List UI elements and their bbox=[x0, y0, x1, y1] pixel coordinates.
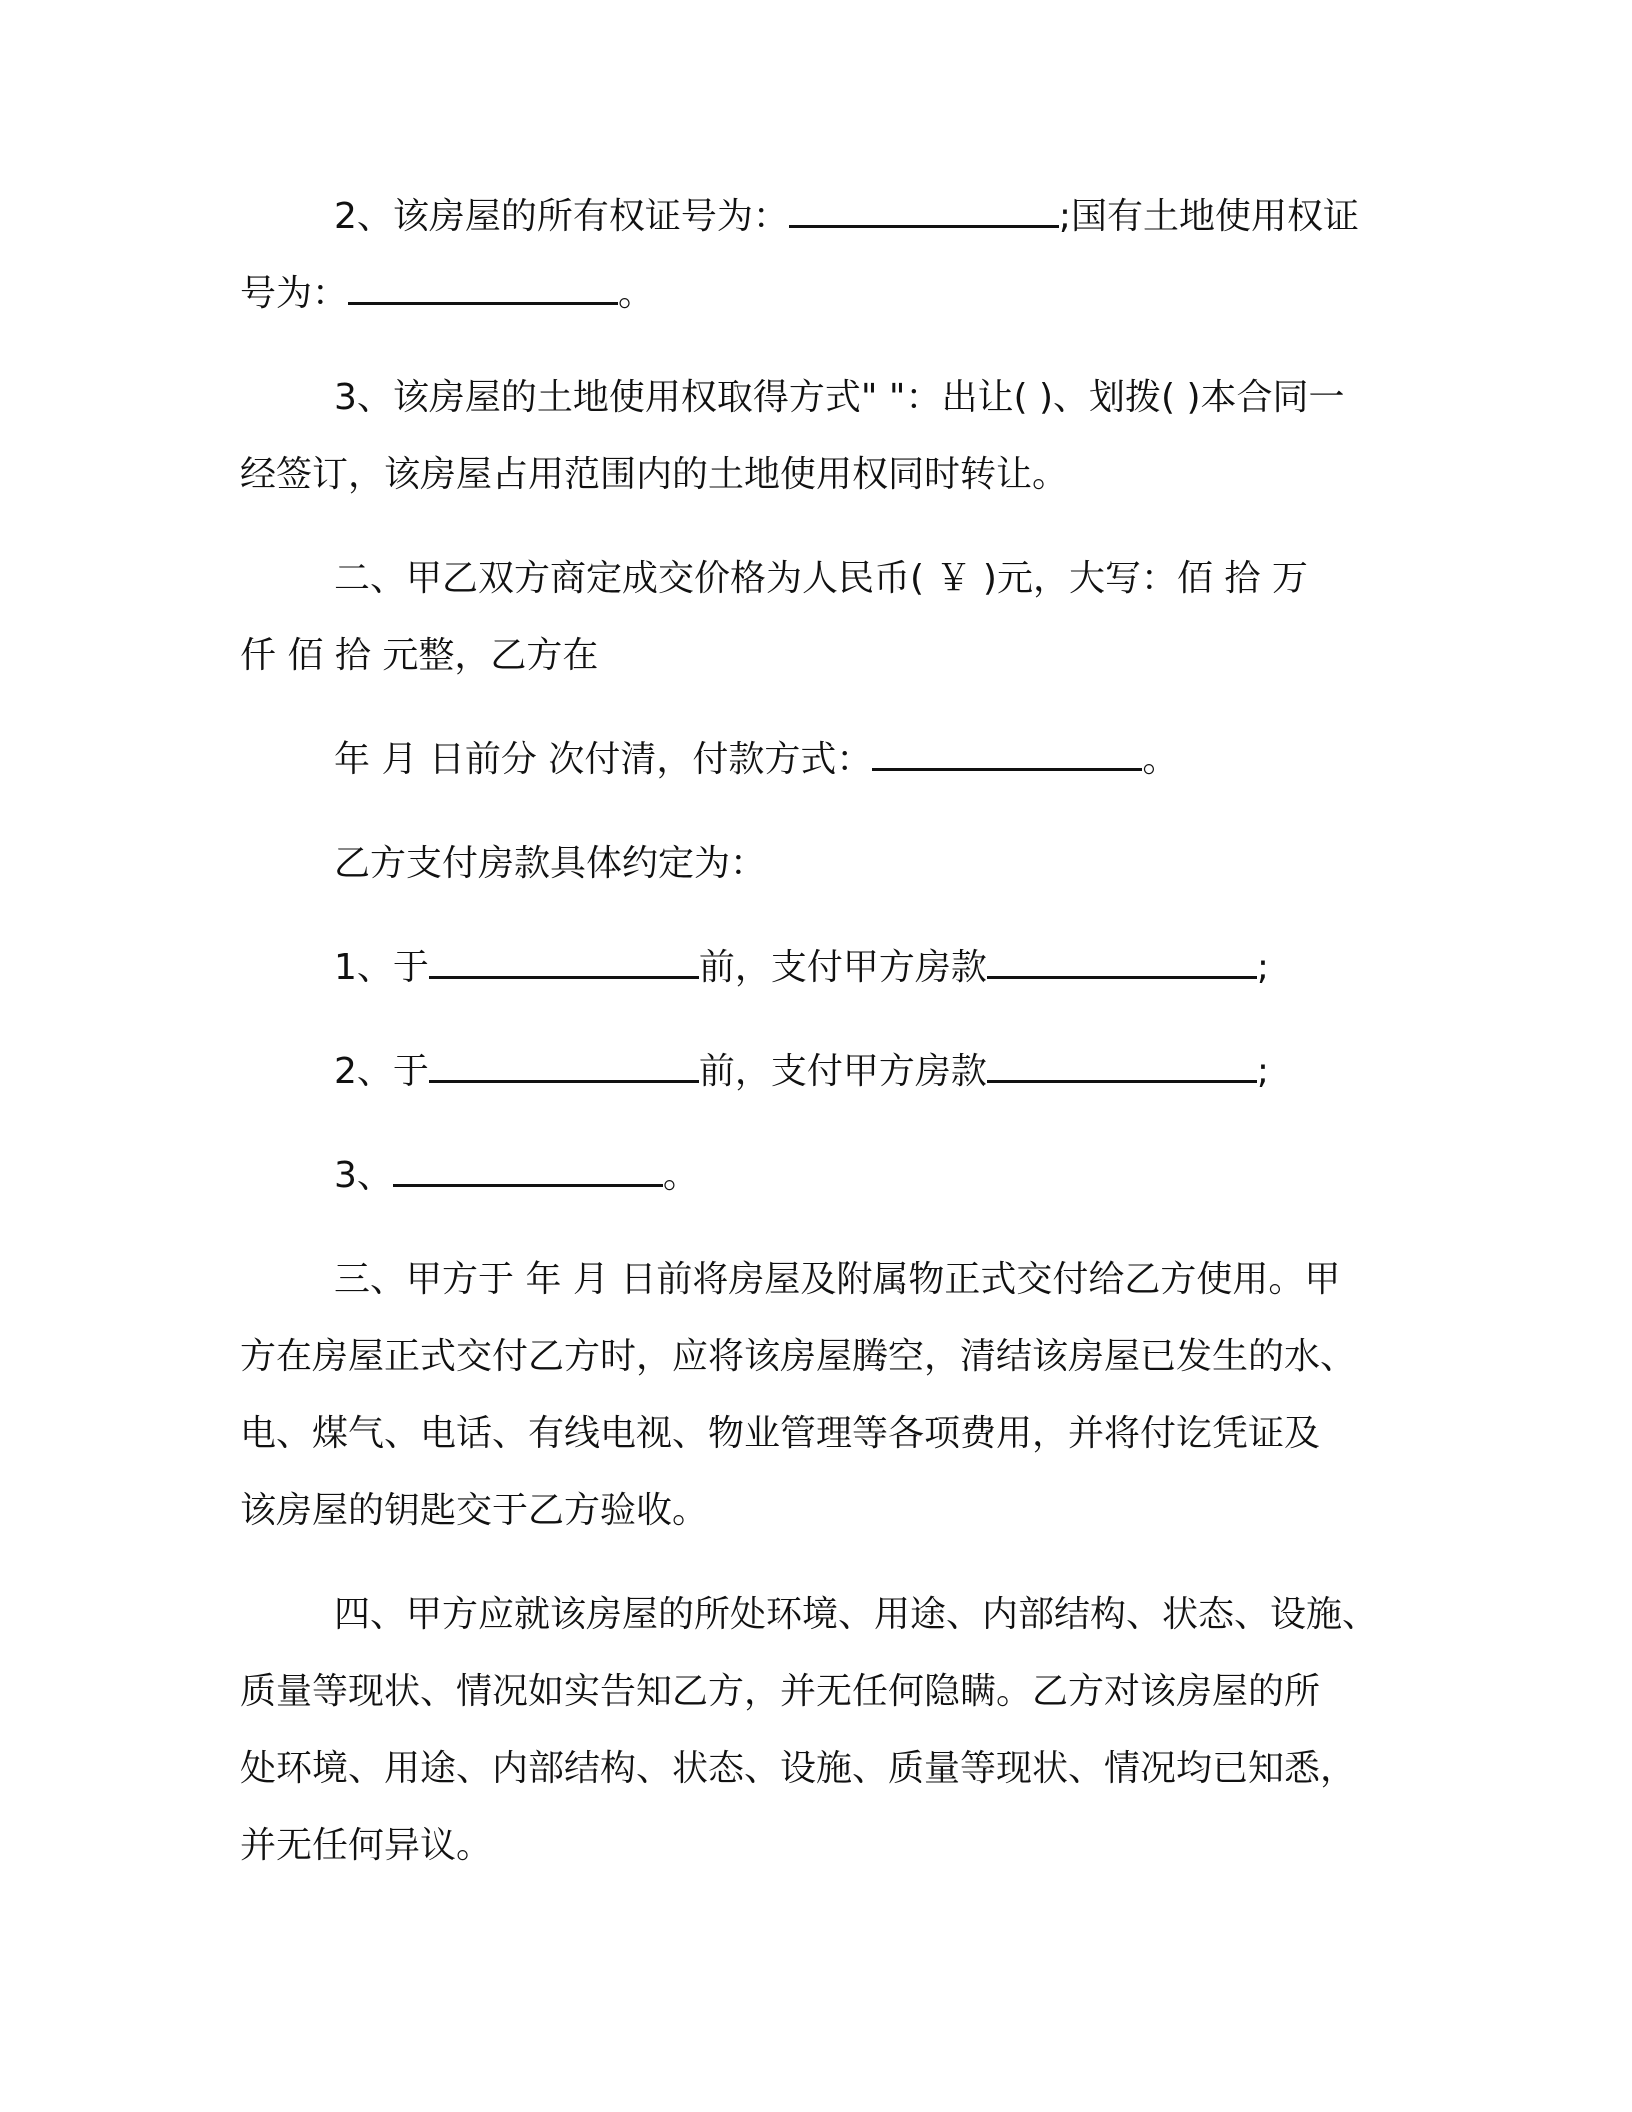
text: 前，支付甲方房款 bbox=[698, 1051, 987, 1092]
text-line: 处环境、用途、内部结构、状态、设施、质量等现状、情况均已知悉， bbox=[240, 1748, 1357, 1789]
text-line: 质量等现状、情况如实告知乙方，并无任何隐瞒。乙方对该房屋的所 bbox=[240, 1671, 1321, 1712]
text-line bbox=[334, 1155, 699, 1196]
fill-in-blank-date[interactable] bbox=[429, 946, 699, 979]
fill-in-blank-amount[interactable] bbox=[987, 1050, 1257, 1083]
text: 3、 bbox=[334, 1155, 393, 1196]
paragraph-payment-schedule bbox=[240, 721, 1400, 798]
text-line bbox=[240, 273, 654, 314]
fill-in-blank-date[interactable] bbox=[429, 1050, 699, 1083]
paragraph-item-3-land-use bbox=[240, 359, 1400, 513]
text-line: 三、甲方于 年 月 日前将房屋及附属物正式交付给乙方使用。甲 bbox=[334, 1259, 1341, 1300]
text-line bbox=[334, 196, 1359, 237]
paragraph-payment-1 bbox=[240, 929, 1400, 1006]
text-line bbox=[334, 947, 1269, 988]
paragraph-item-2-cont bbox=[240, 255, 1400, 332]
fill-in-blank[interactable] bbox=[393, 1154, 663, 1187]
text: 号为： bbox=[240, 273, 349, 314]
paragraph-payment-3 bbox=[240, 1137, 1400, 1214]
text-line: 二、甲乙双方商定成交价格为人民币( ￥ )元，大写：佰 拾 万 bbox=[334, 558, 1308, 599]
text-line: 并无任何异议。 bbox=[240, 1825, 493, 1866]
text-line: 方在房屋正式交付乙方时，应将该房屋腾空，清结该房屋已发生的水、 bbox=[240, 1336, 1357, 1377]
text: 1、于 bbox=[334, 947, 429, 988]
text-line: 乙方支付房款具体约定为： bbox=[334, 843, 767, 884]
text: 。 bbox=[1142, 739, 1179, 780]
text-line: 仟 佰 拾 元整，乙方在 bbox=[240, 635, 599, 676]
text-line: 经签订，该房屋占用范围内的土地使用权同时转让。 bbox=[240, 454, 1069, 495]
text-line bbox=[334, 739, 1178, 780]
paragraph-section-3-handover bbox=[240, 1241, 1400, 1549]
text: ; bbox=[1256, 947, 1270, 988]
paragraph-payment-2 bbox=[240, 1033, 1400, 1110]
paragraph-section-4-disclosure bbox=[240, 1576, 1400, 1884]
text: 前，支付甲方房款 bbox=[698, 947, 987, 988]
text-line: 3、该房屋的土地使用权取得方式" "：出让( )、划拨( )本合同一 bbox=[334, 377, 1345, 418]
text: ;国有土地使用权证 bbox=[1058, 196, 1360, 237]
fill-in-blank-amount[interactable] bbox=[987, 946, 1257, 979]
fill-in-blank[interactable] bbox=[348, 272, 618, 305]
text-line: 电、煤气、电话、有线电视、物业管理等各项费用，并将付讫凭证及 bbox=[240, 1413, 1321, 1454]
text-line: 四、甲方应就该房屋的所处环境、用途、内部结构、状态、设施、 bbox=[334, 1594, 1379, 1635]
document-page bbox=[240, 178, 1400, 1911]
paragraph-section-2-price bbox=[240, 540, 1400, 694]
fill-in-blank[interactable] bbox=[872, 738, 1142, 771]
text: 2、该房屋的所有权证号为： bbox=[334, 196, 789, 237]
text: 2、于 bbox=[334, 1051, 429, 1092]
fill-in-blank[interactable] bbox=[789, 195, 1059, 228]
text: 。 bbox=[662, 1155, 699, 1196]
text: 。 bbox=[618, 273, 655, 314]
text-line: 该房屋的钥匙交于乙方验收。 bbox=[240, 1490, 709, 1531]
text: ; bbox=[1256, 1051, 1270, 1092]
paragraph-item-2-certificate bbox=[240, 178, 1400, 255]
paragraph-payment-intro bbox=[240, 825, 1400, 902]
text: 年 月 日前分 次付清，付款方式： bbox=[334, 739, 873, 780]
text-line bbox=[334, 1051, 1269, 1092]
